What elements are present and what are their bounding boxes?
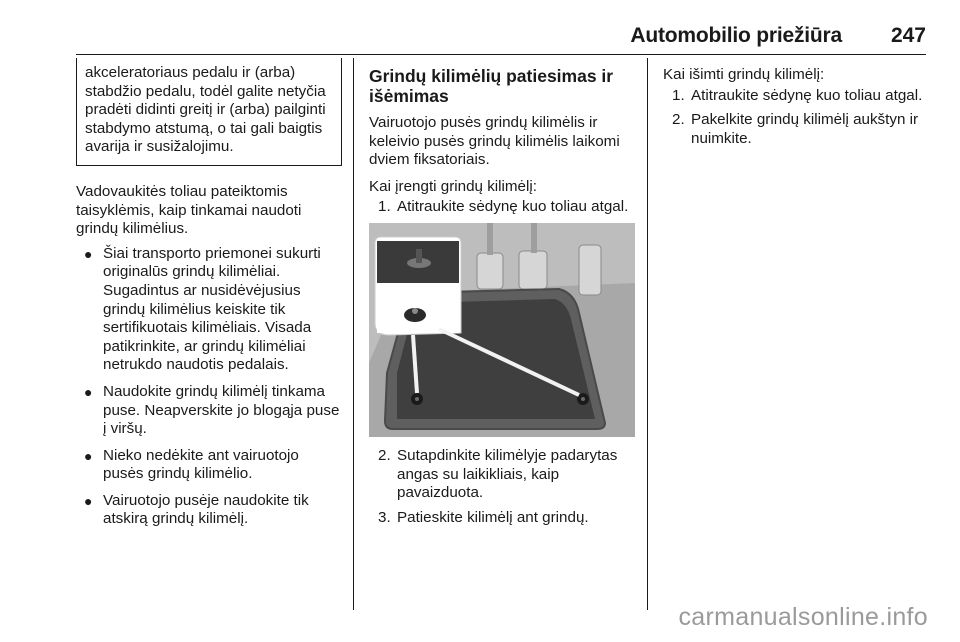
- bullet-icon: ●: [84, 383, 93, 400]
- step-item: [369, 509, 635, 528]
- list-item: [76, 492, 342, 529]
- step-item: [663, 87, 933, 106]
- bullet-icon: ●: [84, 245, 93, 262]
- install-steps: [369, 198, 635, 217]
- bullet-icon: ●: [84, 447, 93, 464]
- list-item-text: Naudokite grindų kilimėlį tinkama puse. Neapverskite jo blogąja puse į viršų.: [103, 382, 340, 438]
- page-header: [76, 22, 926, 52]
- step-text: Pakelkite grindų kilimėlį aukštyn ir nuimkite.: [691, 111, 919, 147]
- step-number: 1.: [672, 86, 685, 104]
- step-item: [369, 198, 635, 217]
- section-heading: Grindų kilimėlių patiesimas ir išėmimas: [369, 66, 614, 106]
- list-item-text: Vairuotojo pusėje naudokite tik atskirą grindų kilimėlį.: [103, 491, 309, 528]
- section-title: Automobilio priežiūra: [630, 24, 842, 47]
- step-item: [369, 447, 635, 503]
- column-3: [663, 66, 933, 154]
- floor-mat-illustration-svg: [369, 223, 635, 437]
- warning-box: [76, 58, 342, 166]
- step-number: 2.: [378, 446, 391, 464]
- warning-text: akceleratoriaus pedalu ir (arba) stabdžio pedalu, todėl galite netyčia pradėti didinti greitį ir (arba) pailginti stabdymo atstumą, o tai gali baigtis avarija ir susižalojimu.: [85, 64, 326, 156]
- step-number: 2.: [672, 111, 685, 129]
- list-item: [76, 245, 342, 375]
- page-number: 247: [890, 24, 926, 47]
- step-text: Sutapdinkite kilimėlyje padarytas angas su laikikliais, kaip pavaizduota.: [397, 446, 618, 502]
- intro-paragraph: Vairuotojo pusės grindų kilimėlis ir keleivio pusės grindų kilimėlis laikomi dviem fiksatoriais.: [369, 114, 620, 169]
- list-item-text: Nieko nedėkite ant vairuotojo pusės grindų kilimėlio.: [103, 446, 299, 483]
- rules-list: [76, 245, 342, 529]
- list-item: [76, 383, 342, 439]
- install-steps-continued: [369, 447, 635, 527]
- list-item-text: Šiai transporto priemonei sukurti originalūs grindų kilimėliai. Sugadintus ar nusidėvėjusius grindų kilimėlius keiskite tik sertifikuotais kilimėliais. Visada patikrinkite, ar grindų kilimėliai netrukdo naudotis pedalais.: [103, 244, 321, 374]
- step-text: Atitraukite sėdynę kuo toliau atgal.: [691, 86, 923, 104]
- step-text: Atitraukite sėdynę kuo toliau atgal.: [397, 198, 629, 216]
- step-item: [663, 111, 933, 148]
- install-label: Kai įrengti grindų kilimėlį:: [369, 177, 537, 195]
- column-divider-left: [353, 58, 354, 610]
- remove-label: Kai išimti grindų kilimėlį:: [663, 66, 825, 83]
- list-item: [76, 447, 342, 484]
- watermark-link[interactable]: carmanualsonline.info: [678, 603, 928, 631]
- column-divider-right: [647, 58, 648, 610]
- remove-steps: [663, 87, 933, 149]
- header-rule: [76, 54, 926, 55]
- floor-mat-illustration: [369, 223, 635, 437]
- column-1: [76, 58, 342, 537]
- column-2: [369, 66, 635, 533]
- intro-paragraph: Vadovaukitės toliau pateiktomis taisyklėmis, kaip tinkamai naudoti grindų kilimėlius.: [76, 182, 302, 238]
- step-number: 1.: [378, 198, 391, 216]
- step-text: Patieskite kilimėlį ant grindų.: [397, 508, 589, 526]
- bullet-icon: ●: [84, 492, 93, 509]
- step-number: 3.: [378, 508, 391, 526]
